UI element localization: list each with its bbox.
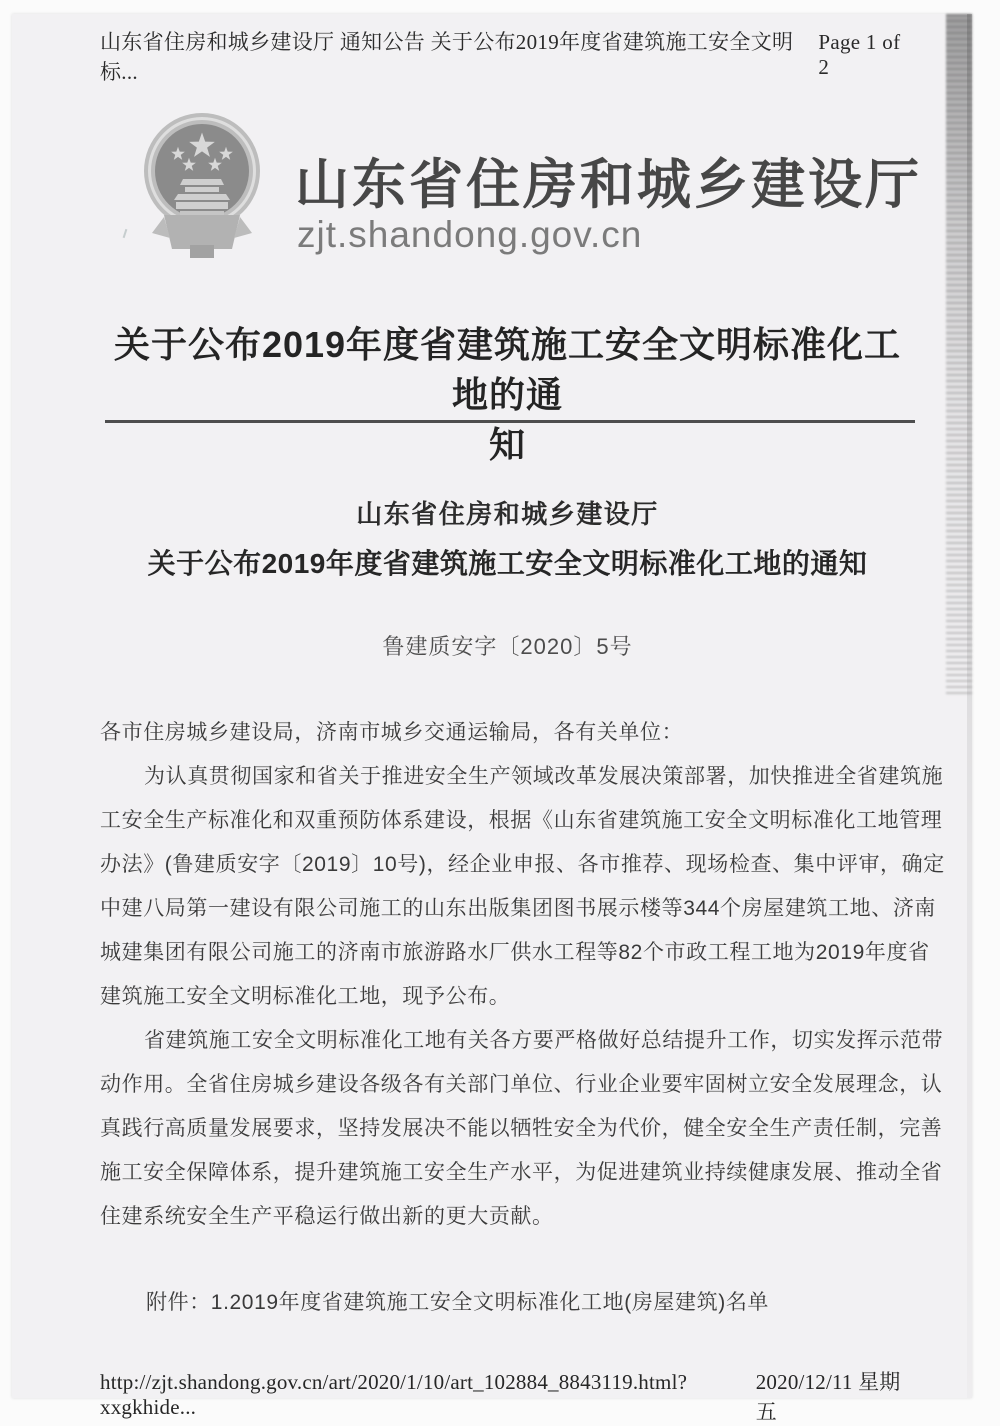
body-line: 建筑施工安全文明标准化工地，现予公布。	[100, 985, 511, 1008]
attachment-line: 附件：1.2019年度省建筑施工安全文明标准化工地(房屋建筑)名单	[146, 1291, 770, 1314]
article-title	[100, 320, 915, 470]
print-header	[100, 26, 915, 86]
site-name: 山东省住房和城乡建设厅	[295, 155, 922, 215]
footer-date: 2020/12/11 星期五	[755, 1370, 901, 1424]
body-line: 城建集团有限公司施工的济南市旅游路水厂供水工程等82个市政工程工地为2019年度省	[100, 941, 930, 964]
site-url: zjt.shandong.gov.cn	[297, 214, 643, 255]
print-footer	[100, 1366, 915, 1426]
article-title-line1: 关于公布2019年度省建筑施工安全文明标准化工地的通	[113, 324, 902, 415]
body-line: 动作用。全省住房城乡建设各级各有关部门单位、行业企业要牢固树立安全发展理念，认	[100, 1073, 943, 1096]
body-line: 真践行高质量发展要求，坚持发展决不能以牺牲安全为代价，健全安全生产责任制，完善	[100, 1117, 943, 1140]
doc-number: 鲁建质安字〔2020〕5号	[382, 634, 633, 659]
title-divider	[105, 420, 915, 423]
doc-body	[100, 711, 945, 1239]
body-line: 工安全生产标准化和双重预防体系建设，根据《山东省建筑施工安全文明标准化工地管理	[100, 809, 943, 832]
scanned-page-sheet	[12, 14, 972, 1424]
footer-url: http://zjt.shandong.gov.cn/art/2020/1/10/art_102884_8843119.html?xxgkhide...	[100, 1370, 688, 1419]
print-header-title: 山东省住房和城乡建设厅 通知公告 关于公布2019年度省建筑施工安全文明标...	[100, 30, 794, 84]
print-header-page-number: Page 1 of 2	[818, 30, 901, 79]
china-national-emblem-icon	[140, 105, 265, 275]
body-line: 省建筑施工安全文明标准化工地有关各方要严格做好总结提升工作，切实发挥示范带	[144, 1029, 944, 1052]
salutation-line: 各市住房城乡建设局，济南市城乡交通运输局，各有关单位：	[100, 721, 684, 744]
body-line: 中建八局第一建设有限公司施工的山东出版集团图书展示楼等344个房屋建筑工地、济南	[100, 897, 937, 920]
body-line: 住建系统安全生产平稳运行做出新的更大贡献。	[100, 1205, 554, 1228]
body-line: 施工安全保障体系，提升建筑施工安全生产水平，为促进建筑业持续健康发展、推动全省	[100, 1161, 943, 1184]
article-title-line2: 知	[488, 424, 526, 465]
masthead	[12, 102, 972, 292]
doc-subject-heading: 关于公布2019年度省建筑施工安全文明标准化工地的通知	[147, 548, 868, 579]
body-line: 办法》(鲁建质安字〔2019〕10号)，经企业申报、各市推荐、现场检查、集中评审，确定	[100, 853, 945, 876]
doc-org-heading: 山东省住房和城乡建设厅	[356, 499, 659, 529]
body-line: 为认真贯彻国家和省关于推进安全生产领域改革发展决策部署，加快推进全省建筑施	[144, 765, 944, 788]
